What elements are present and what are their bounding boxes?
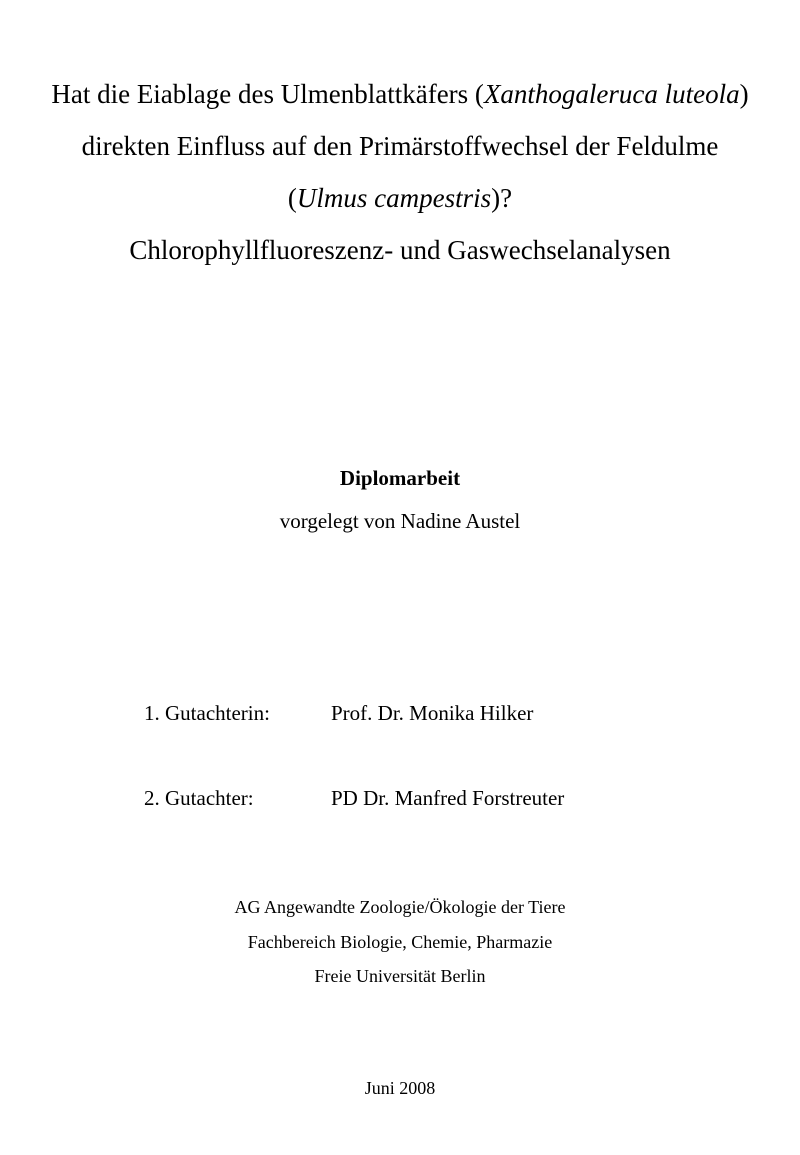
species-name-elm: Ulmus campestris [296, 183, 492, 213]
title-line-2: direkten Einfluss auf den Primärstoffwechsel der Feldulme [81, 131, 719, 161]
thesis-title [0, 68, 800, 276]
department: Fachbereich Biologie, Chemie, Pharmazie [247, 931, 553, 952]
affiliation-block [0, 890, 800, 994]
reviewer-name: PD Dr. Manfred Forstreuter [331, 786, 565, 810]
university: Freie Universität Berlin [314, 966, 486, 986]
thesis-type: Diplomarbeit [339, 466, 461, 490]
title-line-4: Chlorophyllfluoreszenz- und Gaswechselanalysen [129, 235, 671, 265]
first-reviewer [144, 698, 744, 728]
research-group: AG Angewandte Zoologie/Ökologie der Tiere [234, 897, 566, 917]
title-line-1: Hat die Eiablage des Ulmenblattkäfers (Xanthogaleruca luteola) [51, 79, 749, 109]
second-reviewer [144, 783, 744, 813]
title-line-3: (Ulmus campestris)? [287, 183, 513, 213]
reviewer-name: Prof. Dr. Monika Hilker [331, 701, 534, 725]
species-name-beetle: Xanthogaleruca luteola [483, 79, 740, 109]
submission-date: Juni 2008 [364, 1078, 436, 1098]
author-line: vorgelegt von Nadine Austel [279, 509, 521, 533]
reviewer-label: 1. Gutachterin: [144, 701, 270, 725]
reviewer-label: 2. Gutachter: [144, 786, 254, 810]
